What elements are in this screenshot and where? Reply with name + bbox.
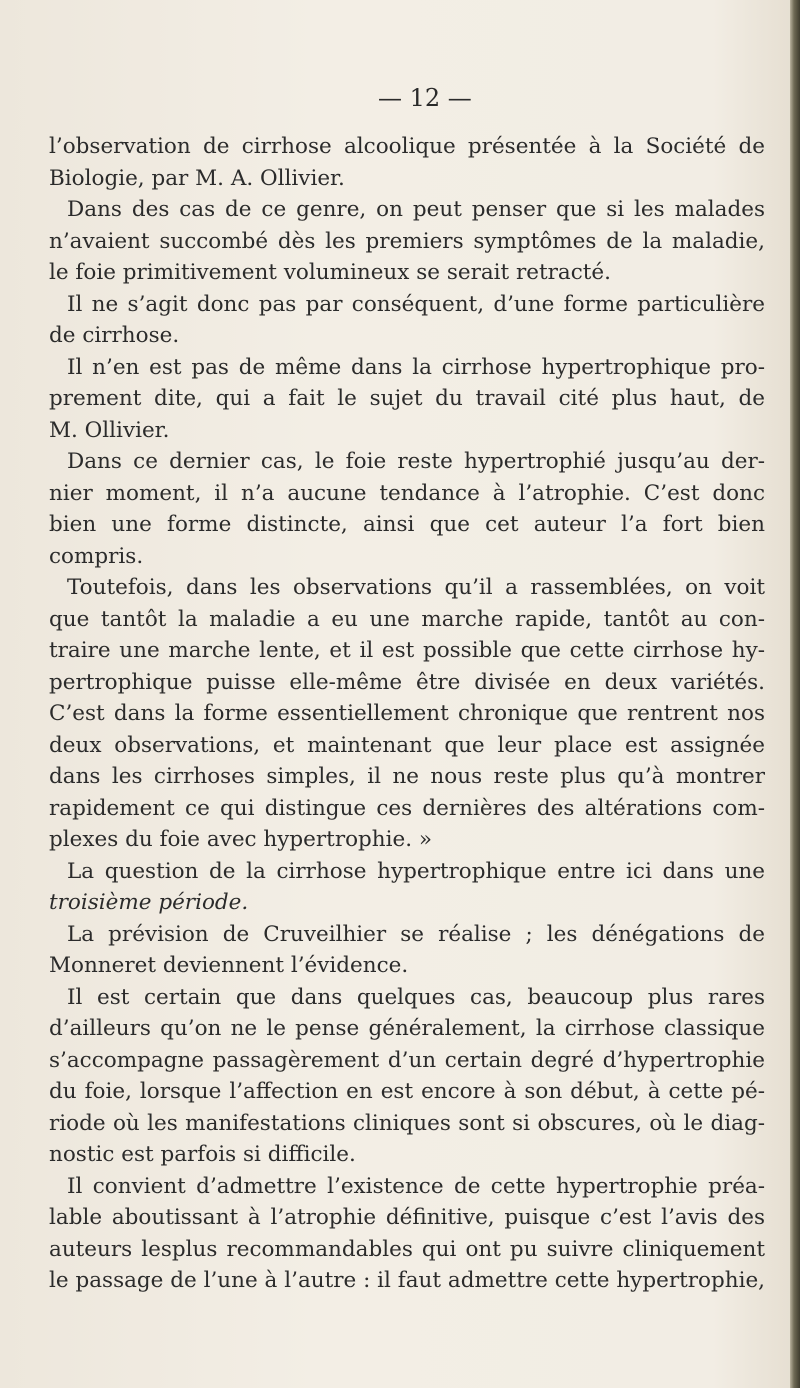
body-text bbox=[49, 131, 765, 1297]
text-line: le passage de l’une à l’autre : il faut admettre cette hypertrophie, bbox=[49, 1268, 765, 1293]
text-line: C’est dans la forme essentiellement chronique que rentrent nos bbox=[49, 701, 765, 726]
text-line: La question de la cirrhose hypertrophique entre ici dans une bbox=[67, 858, 765, 884]
text-line: Il n’en est pas de même dans la cirrhose hypertrophique pro- bbox=[67, 354, 765, 380]
text-line: plexes du foie avec hypertrophie. » bbox=[49, 827, 433, 852]
page-number: — 12 — bbox=[378, 84, 472, 112]
text-line: d’ailleurs qu’on ne le pense généralement, la cirrhose classique bbox=[49, 1016, 765, 1041]
text-line: riode où les manifestations cliniques sont si obscures, où le diag- bbox=[49, 1110, 765, 1136]
text-line: Dans ce dernier cas, le foie reste hypertrophié jusqu’au der- bbox=[67, 449, 765, 474]
text-line: lable aboutissant à l’atrophie définitive, puisque c’est l’avis des bbox=[49, 1205, 765, 1230]
text-line: bien une forme distincte, ainsi que cet auteur l’a fort bien bbox=[49, 512, 765, 537]
text-line: le foie primitivement volumineux se serait retracté. bbox=[49, 260, 611, 285]
text-line: traire une marche lente, et il est possible que cette cirrhose hy- bbox=[49, 638, 765, 663]
text-line: troisième période. bbox=[49, 890, 249, 915]
text-line: que tantôt la maladie a eu une marche rapide, tantôt au con- bbox=[49, 606, 765, 632]
text-line: compris. bbox=[49, 543, 144, 569]
book-binding-edge bbox=[790, 0, 800, 1388]
text-line: de cirrhose. bbox=[49, 323, 180, 348]
text-line: Dans des cas de ce genre, on peut penser que si les malades bbox=[67, 197, 765, 222]
text-line: n’avaient succombé dès les premiers symptômes de la maladie, bbox=[49, 228, 765, 254]
text-line: Biologie, par M. A. Ollivier. bbox=[49, 165, 345, 191]
text-line: s’accompagne passagèrement d’un certain degré d’hypertrophie bbox=[49, 1047, 765, 1073]
text-line: rapidement ce qui distingue ces dernières des altérations com- bbox=[49, 795, 765, 821]
text-line: Il convient d’admettre l’existence de cette hypertrophie préa- bbox=[67, 1173, 765, 1199]
text-line: Monneret deviennent l’évidence. bbox=[49, 953, 409, 978]
text-line: Il est certain que dans quelques cas, beaucoup plus rares bbox=[67, 984, 765, 1010]
text-line: M. Ollivier. bbox=[49, 417, 170, 443]
text-line: prement dite, qui a fait le sujet du travail cité plus haut, de bbox=[49, 386, 765, 411]
text-line: dans les cirrhoses simples, il ne nous reste plus qu’à montrer bbox=[49, 764, 765, 789]
text-line: nostic est parfois si difficile. bbox=[49, 1142, 356, 1167]
text-line: pertrophique puisse elle-même être divisée en deux variétés. bbox=[49, 669, 765, 695]
text-line: du foie, lorsque l’affection en est encore à son début, à cette pé- bbox=[49, 1079, 765, 1104]
text-line: Toutefois, dans les observations qu’il a rassemblées, on voit bbox=[67, 575, 765, 600]
text-line: La prévision de Cruveilhier se réalise ; les dénégations de bbox=[67, 921, 765, 947]
text-line: auteurs lesplus recommandables qui ont pu suivre cliniquement bbox=[49, 1236, 765, 1262]
text-line: Il ne s’agit donc pas par conséquent, d’une forme particulière bbox=[67, 291, 765, 317]
text-line: nier moment, il n’a aucune tendance à l’atrophie. C’est donc bbox=[49, 480, 765, 506]
text-line: l’observation de cirrhose alcoolique présentée à la Société de bbox=[49, 134, 765, 159]
text-line: deux observations, et maintenant que leur place est assignée bbox=[49, 732, 765, 758]
